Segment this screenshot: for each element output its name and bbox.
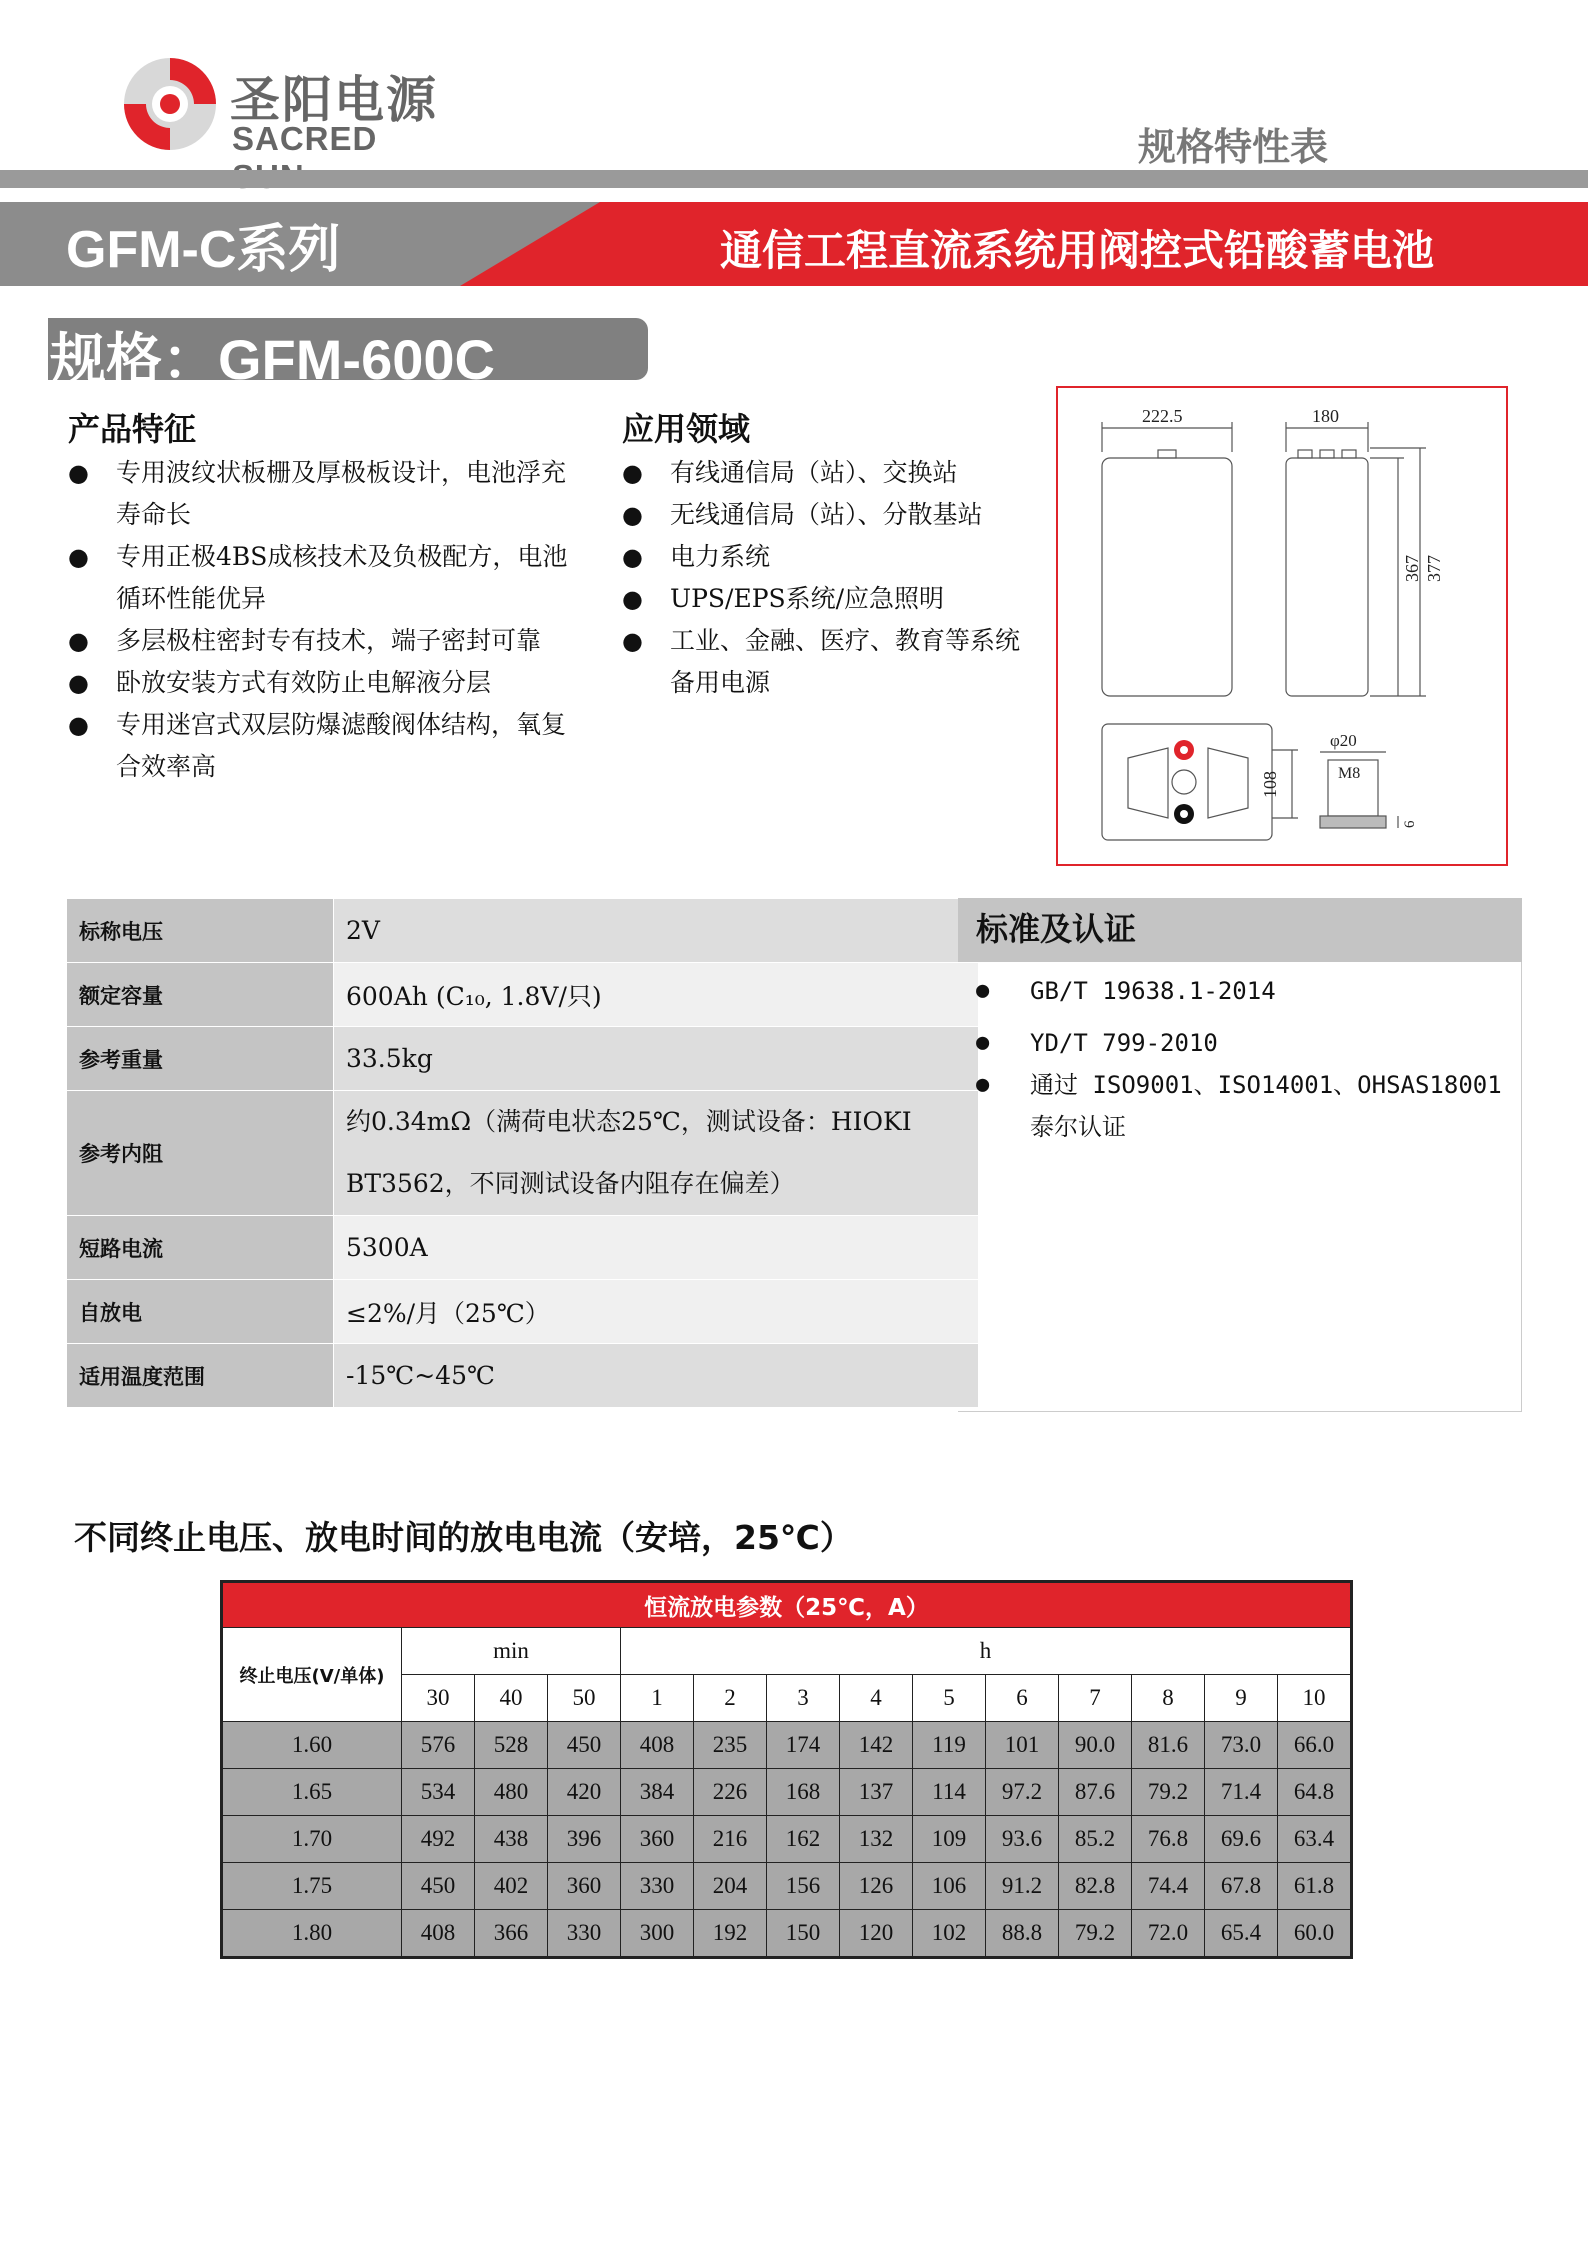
logo-mark-icon	[120, 54, 220, 154]
current-cell: 330	[621, 1863, 694, 1910]
current-cell: 576	[402, 1722, 475, 1769]
row-header: 终止电压(V/单体)	[222, 1628, 402, 1722]
spec-value: -15℃~45℃	[334, 1344, 979, 1408]
discharge-table	[220, 1580, 1353, 1959]
current-cell: 102	[913, 1910, 986, 1958]
table-row	[222, 1863, 1352, 1910]
current-cell: 492	[402, 1816, 475, 1863]
current-cell: 60.0	[1278, 1910, 1352, 1958]
spec-label: 短路电流	[67, 1216, 334, 1280]
current-cell: 235	[694, 1722, 767, 1769]
current-cell: 82.8	[1059, 1863, 1132, 1910]
column-header: 50	[548, 1675, 621, 1722]
current-cell: 132	[840, 1816, 913, 1863]
current-cell: 408	[402, 1910, 475, 1958]
current-cell: 69.6	[1205, 1816, 1278, 1863]
company-logo	[120, 54, 460, 157]
current-cell: 528	[475, 1722, 548, 1769]
current-cell: 162	[767, 1816, 840, 1863]
list-item: ● 工业、金融、医疗、教育等系统备用电源	[622, 620, 1022, 704]
dim-width: 222.5	[1142, 406, 1183, 426]
current-cell: 119	[913, 1722, 986, 1769]
current-cell: 168	[767, 1769, 840, 1816]
dim-thread: M8	[1338, 765, 1361, 782]
current-cell: 142	[840, 1722, 913, 1769]
list-item: ● 通过 ISO9001、ISO14001、OHSAS18001 泰尔认证	[976, 1064, 1516, 1148]
dimension-drawing	[1056, 386, 1508, 866]
column-header: 5	[913, 1675, 986, 1722]
voltage-cell: 1.70	[222, 1816, 402, 1863]
applications-list	[622, 452, 1022, 704]
table-row	[222, 1722, 1352, 1769]
current-cell: 226	[694, 1769, 767, 1816]
column-header: 8	[1132, 1675, 1205, 1722]
spec-label: 自放电	[67, 1280, 334, 1344]
current-cell: 408	[621, 1722, 694, 1769]
voltage-cell: 1.65	[222, 1769, 402, 1816]
current-cell: 88.8	[986, 1910, 1059, 1958]
dim-terminal-dia: φ20	[1330, 731, 1357, 750]
list-item: ● 卧放安装方式有效防止电解液分层	[68, 662, 568, 704]
list-item: ● 专用波纹状板栅及厚极板设计，电池浮充寿命长	[68, 452, 568, 536]
current-cell: 120	[840, 1910, 913, 1958]
current-cell: 79.2	[1132, 1769, 1205, 1816]
list-item: ● 无线通信局（站）、分散基站	[622, 494, 1022, 536]
dim-depth: 180	[1312, 406, 1339, 426]
dim-height-1: 367	[1402, 555, 1422, 582]
current-cell: 101	[986, 1722, 1059, 1769]
current-cell: 109	[913, 1816, 986, 1863]
current-cell: 114	[913, 1769, 986, 1816]
current-cell: 64.8	[1278, 1769, 1352, 1816]
voltage-cell: 1.75	[222, 1863, 402, 1910]
column-header: 6	[986, 1675, 1059, 1722]
table-group-row	[222, 1628, 1352, 1675]
current-cell: 74.4	[1132, 1863, 1205, 1910]
current-cell: 360	[548, 1863, 621, 1910]
current-cell: 450	[402, 1863, 475, 1910]
column-header: 4	[840, 1675, 913, 1722]
current-cell: 66.0	[1278, 1722, 1352, 1769]
table-row	[67, 1027, 979, 1091]
list-item: ● YD/T 799-2010	[976, 1022, 1516, 1064]
list-item: ● 多层极柱密封专有技术，端子密封可靠	[68, 620, 568, 662]
current-cell: 63.4	[1278, 1816, 1352, 1863]
dim-height-2: 377	[1424, 555, 1444, 582]
list-item: ● 专用迷宫式双层防爆滤酸阀体结构，氧复合效率高	[68, 704, 568, 788]
voltage-cell: 1.80	[222, 1910, 402, 1958]
current-cell: 87.6	[1059, 1769, 1132, 1816]
current-cell: 156	[767, 1863, 840, 1910]
current-cell: 420	[548, 1769, 621, 1816]
current-cell: 330	[548, 1910, 621, 1958]
current-cell: 366	[475, 1910, 548, 1958]
applications-heading: 应用领域	[622, 410, 751, 448]
document-type: 规格特性表	[1138, 125, 1329, 169]
current-cell: 300	[621, 1910, 694, 1958]
current-cell: 534	[402, 1769, 475, 1816]
column-header: 40	[475, 1675, 548, 1722]
model-title: 规格：GFM-600C	[50, 328, 495, 391]
list-item: ● 有线通信局（站）、交换站	[622, 452, 1022, 494]
list-item: ● UPS/EPS系统/应急照明	[622, 578, 1022, 620]
spec-value: 600Ah (C₁₀, 1.8V/只)	[334, 963, 979, 1027]
current-cell: 93.6	[986, 1816, 1059, 1863]
current-cell: 150	[767, 1910, 840, 1958]
table-row	[67, 963, 979, 1027]
spec-value: ≤2%/月（25℃）	[334, 1280, 979, 1344]
series-title: 通信工程直流系统用阀控式铅酸蓄电池	[720, 226, 1435, 275]
column-header: 10	[1278, 1675, 1352, 1722]
current-cell: 192	[694, 1910, 767, 1958]
header-divider	[0, 170, 1588, 188]
current-cell: 71.4	[1205, 1769, 1278, 1816]
current-cell: 97.2	[986, 1769, 1059, 1816]
current-cell: 73.0	[1205, 1722, 1278, 1769]
current-cell: 85.2	[1059, 1816, 1132, 1863]
table-row	[67, 1280, 979, 1344]
current-cell: 67.8	[1205, 1863, 1278, 1910]
table-title: 恒流放电参数（25℃，A）	[222, 1582, 1352, 1628]
spec-label: 额定容量	[67, 963, 334, 1027]
column-header: 9	[1205, 1675, 1278, 1722]
cert-heading: 标准及认证	[976, 910, 1137, 948]
current-cell: 72.0	[1132, 1910, 1205, 1958]
column-header: 2	[694, 1675, 767, 1722]
spec-value: 5300A	[334, 1216, 979, 1280]
current-cell: 76.8	[1132, 1816, 1205, 1863]
table-row	[67, 1344, 979, 1408]
discharge-heading: 不同终止电压、放电时间的放电电流（安培，25℃）	[74, 1518, 853, 1557]
table-row	[67, 1216, 979, 1280]
current-cell: 79.2	[1059, 1910, 1132, 1958]
table-row	[222, 1816, 1352, 1863]
table-row	[222, 1769, 1352, 1816]
column-header: 1	[621, 1675, 694, 1722]
current-cell: 106	[913, 1863, 986, 1910]
spec-label: 适用温度范围	[67, 1344, 334, 1408]
current-cell: 137	[840, 1769, 913, 1816]
spec-value: 33.5kg	[334, 1027, 979, 1091]
list-item: ● 电力系统	[622, 536, 1022, 578]
current-cell: 174	[767, 1722, 840, 1769]
voltage-cell: 1.60	[222, 1722, 402, 1769]
column-header: 30	[402, 1675, 475, 1722]
dim-terminal-h: 6	[1402, 820, 1418, 828]
features-heading: 产品特征	[68, 410, 197, 448]
current-cell: 402	[475, 1863, 548, 1910]
table-row	[222, 1910, 1352, 1958]
current-cell: 65.4	[1205, 1910, 1278, 1958]
list-item: ● 专用正极4BS成核技术及负极配方，电池循环性能优异	[68, 536, 568, 620]
logo-english: SACRED	[232, 120, 378, 157]
current-cell: 81.6	[1132, 1722, 1205, 1769]
cert-list	[976, 970, 1516, 1148]
current-cell: 384	[621, 1769, 694, 1816]
spec-value: 约0.34mΩ（满荷电状态25℃，测试设备：HIOKI BT3562，不同测试设备内阻存在偏差）	[334, 1091, 979, 1216]
current-cell: 90.0	[1059, 1722, 1132, 1769]
current-cell: 480	[475, 1769, 548, 1816]
current-cell: 61.8	[1278, 1863, 1352, 1910]
battery-drawing	[1058, 388, 1506, 864]
current-cell: 360	[621, 1816, 694, 1863]
spec-label: 标称电压	[67, 899, 334, 963]
column-header: 7	[1059, 1675, 1132, 1722]
current-cell: 438	[475, 1816, 548, 1863]
spec-label: 参考重量	[67, 1027, 334, 1091]
table-title-row	[222, 1582, 1352, 1628]
current-cell: 216	[694, 1816, 767, 1863]
current-cell: 450	[548, 1722, 621, 1769]
current-cell: 126	[840, 1863, 913, 1910]
spec-table	[66, 898, 979, 1408]
dim-top: 108	[1260, 771, 1280, 798]
current-cell: 204	[694, 1863, 767, 1910]
spec-value: 2V	[334, 899, 979, 963]
current-cell: 396	[548, 1816, 621, 1863]
series-name: GFM-C系列	[66, 221, 341, 279]
logo-chinese: 圣阳电源	[230, 71, 438, 129]
group-h: h	[621, 1628, 1352, 1675]
table-row	[67, 899, 979, 963]
group-min: min	[402, 1628, 621, 1675]
list-item: ● GB/T 19638.1-2014	[976, 970, 1516, 1012]
current-cell: 91.2	[986, 1863, 1059, 1910]
features-list	[68, 452, 568, 788]
spec-label: 参考内阻	[67, 1091, 334, 1216]
table-row	[67, 1091, 979, 1216]
column-header: 3	[767, 1675, 840, 1722]
